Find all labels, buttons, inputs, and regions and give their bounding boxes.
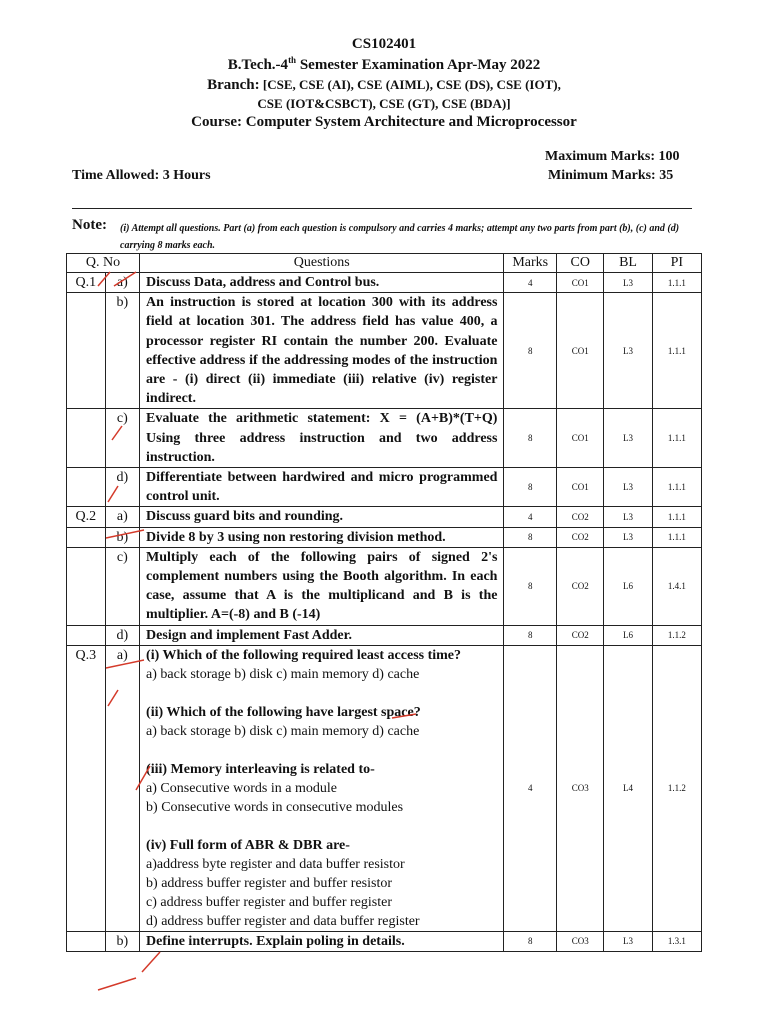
red-tick-mark-icon <box>104 526 148 542</box>
mcq-line: c) address buffer register and buffer register <box>146 894 392 910</box>
table-row <box>67 625 702 645</box>
sub-part: d) <box>105 625 139 645</box>
mcq-spacer <box>146 684 497 703</box>
question-text: Discuss Data, address and Control bus. <box>140 273 504 293</box>
sub-part: c) <box>105 409 139 468</box>
question-text: Discuss guard bits and rounding. <box>140 507 504 527</box>
exam-title-suffix: Semester Examination Apr-May 2022 <box>296 57 541 73</box>
note-text: (i) Attempt all questions. Part (a) from each question is compulsory and carries 4 marks; attempt any two parts from part (b), (c) and (d) carrying 8 marks each. <box>120 223 680 251</box>
question-text: Divide 8 by 3 using non restoring division method. <box>140 527 504 547</box>
table-row <box>67 527 702 547</box>
bl-cell: L3 <box>604 931 652 951</box>
question-table <box>66 253 702 952</box>
bl-cell: L3 <box>604 273 652 293</box>
co-cell: CO1 <box>557 409 604 468</box>
question-text: Evaluate the arithmetic statement: X = (A+B)*(T+Q) Using three address instruction and two address instruction. <box>140 409 504 468</box>
question-text: Define interrupts. Explain poling in details. <box>140 931 504 951</box>
pi-cell: 1.1.2 <box>652 625 701 645</box>
branch-line-2: CSE (IOT&CSBCT), CSE (GT), CSE (BDA)] <box>257 96 511 111</box>
pi-cell: 1.1.1 <box>652 527 701 547</box>
red-tick-mark-icon <box>104 484 124 506</box>
time-allowed: Time Allowed: 3 Hours <box>72 168 211 183</box>
marks-cell: 8 <box>504 625 557 645</box>
marks-cell: 8 <box>504 931 557 951</box>
q-number: Q.3 <box>67 645 106 931</box>
marks-cell: 8 <box>504 468 557 507</box>
mcq-line: (iii) Memory interleaving is related to- <box>146 761 375 777</box>
course-title: Course: Computer System Architecture and Microprocessor <box>191 114 577 130</box>
co-cell: CO2 <box>557 547 604 625</box>
table-header-row <box>67 254 702 273</box>
sub-part: a) <box>105 507 139 527</box>
bl-cell: L6 <box>604 625 652 645</box>
mcq-line: d) address buffer register and data buffer register <box>146 913 420 929</box>
mcq-block <box>140 645 504 931</box>
pi-cell: 1.1.1 <box>652 507 701 527</box>
co-cell: CO2 <box>557 625 604 645</box>
q-number: Q.2 <box>67 507 106 527</box>
table-row <box>67 507 702 527</box>
co-cell: CO3 <box>557 645 604 931</box>
table-row <box>67 293 702 409</box>
marks-cell: 4 <box>504 645 557 931</box>
bl-cell: L3 <box>604 527 652 547</box>
exam-title-sup: th <box>288 55 297 65</box>
sub-part: b) <box>105 293 139 409</box>
mcq-line: a) back storage b) disk c) main memory d) cache <box>146 723 420 739</box>
red-tick-mark-icon <box>104 688 124 710</box>
mcq-line: (ii) Which of the following have largest space? <box>146 704 421 720</box>
red-strike-mark-icon <box>390 708 420 722</box>
branch-label: Branch: <box>207 77 260 93</box>
exam-title <box>0 55 768 74</box>
mcq-line: b) address buffer register and buffer resistor <box>146 875 392 891</box>
co-cell: CO1 <box>557 468 604 507</box>
q-number: Q.1 <box>67 273 106 293</box>
table-row <box>67 645 702 931</box>
mcq-line: a) Consecutive words in a module <box>146 780 337 796</box>
exam-title-prefix: B.Tech.-4 <box>227 57 289 73</box>
marks-cell: 8 <box>504 527 557 547</box>
marks-cell: 4 <box>504 507 557 527</box>
col-qno: Q. No <box>67 254 140 273</box>
red-tick-mark-icon <box>96 974 140 992</box>
max-marks: Maximum Marks: 100 <box>545 149 680 164</box>
header-divider <box>72 208 692 209</box>
table-row <box>67 273 702 293</box>
table-row <box>67 931 702 951</box>
mcq-line: a)address byte register and data buffer resistor <box>146 856 405 872</box>
branch-line-1 <box>0 77 768 94</box>
marks-cell: 4 <box>504 273 557 293</box>
sub-part: b) <box>105 931 139 951</box>
bl-cell: L3 <box>604 507 652 527</box>
sub-part: a) <box>105 273 139 293</box>
red-tick-mark-icon <box>134 764 154 792</box>
bl-cell: L4 <box>604 645 652 931</box>
bl-cell: L3 <box>604 468 652 507</box>
branch-list-1: [CSE, CSE (AI), CSE (AIML), CSE (DS), CSE (IOT), <box>259 77 561 92</box>
min-marks: Minimum Marks: 35 <box>548 168 674 183</box>
pi-cell: 1.3.1 <box>652 931 701 951</box>
red-tick-mark-icon <box>108 424 128 446</box>
q-number <box>67 931 106 951</box>
table-row <box>67 468 702 507</box>
sub-part: a) <box>105 645 139 931</box>
question-text: Design and implement Fast Adder. <box>140 625 504 645</box>
sub-part: b) <box>105 527 139 547</box>
q-number <box>67 625 106 645</box>
bl-cell: L3 <box>604 409 652 468</box>
mcq-line: (i) Which of the following required least access time? <box>146 647 462 663</box>
col-marks: Marks <box>504 254 557 273</box>
note-label: Note: <box>72 217 107 233</box>
co-cell: CO2 <box>557 507 604 527</box>
question-text: An instruction is stored at location 300 with its address field at location 301. The address field has value 400, a processor register RI contain the number 200. Evaluate effective address if the addressing modes of the instruction are - (i) direct (ii) immediate (iii) relative (iv) register indirect. <box>140 293 504 409</box>
sub-part: c) <box>105 547 139 625</box>
marks-cell: 8 <box>504 293 557 409</box>
question-text: Differentiate between hardwired and micro programmed control unit. <box>140 468 504 507</box>
red-tick-mark-icon <box>96 268 140 290</box>
table-row <box>67 547 702 625</box>
q-number <box>67 293 106 409</box>
pi-cell: 1.1.1 <box>652 293 701 409</box>
col-bl: BL <box>604 254 652 273</box>
col-co: CO <box>557 254 604 273</box>
table-row <box>67 409 702 468</box>
co-cell: CO1 <box>557 293 604 409</box>
co-cell: CO3 <box>557 931 604 951</box>
co-cell: CO1 <box>557 273 604 293</box>
q-number <box>67 468 106 507</box>
marks-cell: 8 <box>504 409 557 468</box>
pi-cell: 1.4.1 <box>652 547 701 625</box>
red-tick-mark-icon <box>140 950 164 976</box>
q-number <box>67 409 106 468</box>
mcq-line: a) back storage b) disk c) main memory d) cache <box>146 666 420 682</box>
bl-cell: L3 <box>604 293 652 409</box>
mcq-line: (iv) Full form of ABR & DBR are- <box>146 837 350 853</box>
mcq-line: b) Consecutive words in consecutive modules <box>146 799 404 815</box>
red-tick-mark-icon <box>104 656 148 672</box>
sub-part: d) <box>105 468 139 507</box>
col-questions: Questions <box>140 254 504 273</box>
bl-cell: L6 <box>604 547 652 625</box>
question-text: Multiply each of the following pairs of signed 2's complement numbers using the Booth algorithm. In each case, assume that A is the multiplicand and B is the multiplier. A=(-8) and B (-14) <box>140 547 504 625</box>
co-cell: CO2 <box>557 527 604 547</box>
q-number <box>67 547 106 625</box>
pi-cell: 1.1.1 <box>652 468 701 507</box>
pi-cell: 1.1.2 <box>652 645 701 931</box>
q-number <box>67 527 106 547</box>
mcq-spacer <box>146 741 497 760</box>
pi-cell: 1.1.1 <box>652 273 701 293</box>
marks-cell: 8 <box>504 547 557 625</box>
course-code: CS102401 <box>351 36 417 52</box>
pi-cell: 1.1.1 <box>652 409 701 468</box>
col-pi: PI <box>652 254 701 273</box>
mcq-spacer <box>146 817 497 836</box>
